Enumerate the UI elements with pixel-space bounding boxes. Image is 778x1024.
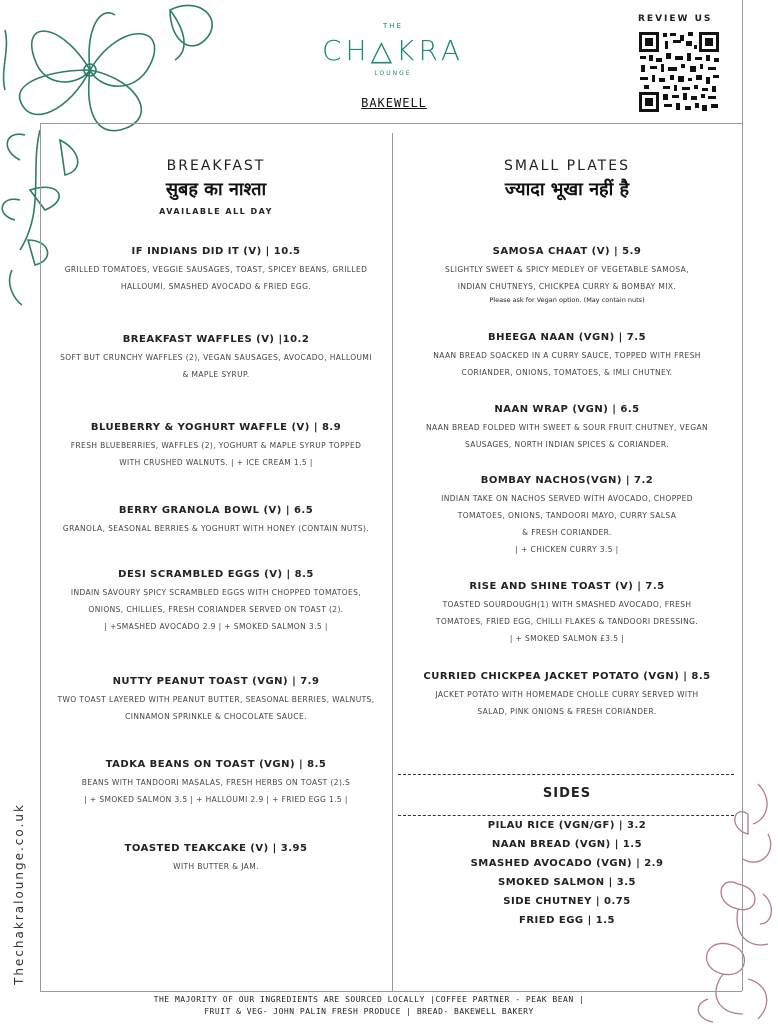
center-divider	[392, 133, 393, 991]
description-line: NAAN BREAD SOACKED IN A CURRY SAUCE, TOPPED WITH FRESH	[433, 351, 701, 360]
website-url[interactable]: Thechakralounge.co.uk	[12, 803, 26, 985]
breakfast-title: BREAKFAST	[166, 158, 266, 174]
description-line: & FRESH CORIANDER.	[522, 528, 612, 537]
small-plates-title: SMALL PLATES	[504, 158, 630, 174]
description-line: SOFT BUT CRUNCHY WAFFLES (2), VEGAN SAUSAGES, AVOCADO, HALLOUMI	[60, 353, 372, 362]
menu-item	[396, 671, 738, 720]
logo-the: THE	[383, 22, 403, 30]
location-label: BAKEWELL	[361, 96, 427, 110]
description-line: WITH BUTTER & JAM.	[173, 862, 259, 871]
description-line: WITH CRUSHED WALNUTS. | + ICE CREAM 1.5 |	[119, 458, 313, 467]
vegan-option-note: Please ask for Vegan option. (May contain nuts)	[489, 296, 645, 304]
menu-item-name: TADKA BEANS ON TOAST (VGN) | 8.5	[105, 759, 327, 770]
description-line: INDIAN CHUTNEYS, CHICKPEA CURRY & BOMBAY MIX.	[457, 282, 677, 291]
description-line: | +SMASHED AVOCADO 2.9 | + SMOKED SALMON 3.5 |	[104, 622, 328, 631]
small-plates-column	[396, 158, 738, 738]
logo-lounge: LOUNGE	[374, 70, 412, 77]
logo-wordmark: CH△KRA	[322, 34, 464, 67]
sourcing-footer	[44, 994, 694, 1018]
description-line: CORIANDER, ONIONS, TOMATOES, & IMLI CHUTNEY.	[461, 368, 673, 377]
footer-line: THE MAJORITY OF OUR INGREDIENTS ARE SOURCED LOCALLY |COFFEE PARTNER - PEAK BEAN |	[153, 995, 585, 1004]
menu-item	[396, 475, 738, 558]
description-line: | + SMOKED SALMON £3.5 |	[509, 634, 625, 643]
side-item: SIDE CHUTNEY | 0.75	[503, 896, 631, 907]
menu-item	[44, 676, 388, 725]
menu-item-description	[44, 584, 388, 635]
right-border	[742, 123, 743, 991]
menu-item-description	[396, 261, 738, 295]
menu-item-description	[44, 261, 388, 295]
header-divider	[40, 123, 742, 124]
menu-item-name: IF INDIANS DID IT (V) | 10.5	[131, 246, 301, 257]
description-line: FRESH BLUEBERRIES, WAFFLES (2), YOGHURT & MAPLE SYRUP TOPPED	[70, 441, 362, 450]
menu-item-name: BOMBAY NACHOS(VGN) | 7.2	[480, 475, 654, 486]
menu-item-name: CURRIED CHICKPEA JACKET POTATO (VGN) | 8.5	[423, 671, 711, 682]
qr-code[interactable]	[638, 31, 720, 113]
side-item: PILAU RICE (VGN/GF) | 3.2	[487, 820, 647, 831]
menu-item-name: BREAKFAST WAFFLES (V) |10.2	[122, 334, 310, 345]
description-line: GRANOLA, SEASONAL BERRIES & YOGHURT WITH HONEY (CONTAIN NUTS).	[62, 524, 370, 533]
menu-item-name: TOASTED TEAKCAKE (V) | 3.95	[124, 843, 308, 854]
menu-item-description	[44, 437, 388, 471]
menu-item-name: DESI SCRAMBLED EGGS (V) | 8.5	[118, 569, 314, 580]
menu-item-description	[396, 347, 738, 381]
menu-item-name: NUTTY PEANUT TOAST (VGN) | 7.9	[112, 676, 320, 687]
description-line: INDAIN SAVOURY SPICY SCRAMBLED EGGS WITH CHOPPED TOMATOES,	[70, 588, 362, 597]
menu-item	[44, 569, 388, 635]
menu-item-description	[44, 349, 388, 383]
description-line: | + SMOKED SALMON 3.5 | + HALLOUMI 2.9 | + FRIED EGG 1.5 |	[84, 795, 348, 804]
menu-item-description	[44, 520, 388, 537]
menu-item	[44, 246, 388, 295]
description-line: TWO TOAST LAYERED WITH PEANUT BUTTER, SEASONAL BERRIES, WALNUTS,	[57, 695, 375, 704]
side-item: SMOKED SALMON | 3.5	[498, 877, 636, 888]
header-right-border	[742, 0, 743, 124]
menu-item	[44, 759, 388, 808]
footer-line: FRUIT & VEG- JOHN PALIN FRESH PRODUCE | BREAD- BAKEWELL BAKERY	[204, 1007, 534, 1016]
description-line: SAUSAGES, NORTH INDIAN SPICES & CORIANDER.	[464, 440, 669, 449]
description-line: HALLOUMI, SMASHED AVOCADO & FRIED EGG.	[120, 282, 312, 291]
description-line: JACKET POTATO WITH HOMEMADE CHOLLE CURRY SERVED WITH	[435, 690, 699, 699]
side-item: NAAN BREAD (VGN) | 1.5	[491, 839, 643, 850]
menu-item	[396, 332, 738, 381]
description-line: & MAPLE SYRUP.	[182, 370, 250, 379]
menu-item-name: BLUEBERRY & YOGHURT WAFFLE (V) | 8.9	[90, 422, 342, 433]
breakfast-column	[44, 158, 388, 871]
description-line: CINNAMON SPRINKLE & CHOCOLATE SAUCE.	[125, 712, 307, 721]
side-item: FRIED EGG | 1.5	[519, 915, 615, 926]
menu-item	[44, 843, 388, 875]
menu-item	[44, 422, 388, 471]
review-us-label: REVIEW US	[638, 14, 713, 24]
menu-item-description	[44, 858, 388, 875]
sides-list	[396, 816, 738, 930]
description-line: GRILLED TOMATOES, VEGGIE SAUSAGES, TOAST, SPICEY BEANS, GRILLED	[64, 265, 368, 274]
availability-note: AVAILABLE ALL DAY	[159, 207, 273, 216]
description-line: NAAN BREAD FOLDED WITH SWEET & SOUR FRUIT CHUTNEY, VEGAN	[425, 423, 709, 432]
menu-item-name: BERRY GRANOLA BOWL (V) | 6.5	[118, 505, 314, 516]
menu-item-name: NAAN WRAP (VGN) | 6.5	[494, 404, 640, 415]
description-line: TOMATOES, ONIONS, TANDOORI MAYO, CURRY SALSA	[457, 511, 677, 520]
menu-item-description	[396, 686, 738, 720]
menu-item-description	[44, 691, 388, 725]
description-line: BEANS WITH TANDOORI MASALAS, FRESH HERBS ON TOAST (2).S	[81, 778, 351, 787]
menu-item-name: RISE AND SHINE TOAST (V) | 7.5	[469, 581, 665, 592]
brand-logo	[318, 18, 468, 90]
menu-item-name: BHEEGA NAAN (VGN) | 7.5	[487, 332, 647, 343]
menu-item	[396, 581, 738, 647]
menu-item-description	[396, 596, 738, 647]
description-line: INDIAN TAKE ON NACHOS SERVED WITH AVOCADO, CHOPPED	[441, 494, 693, 503]
description-line: ONIONS, CHILLIES, FRESH CORIANDER SERVED ON TOAST (2).	[88, 605, 344, 614]
sides-title: SIDES	[542, 786, 592, 801]
menu-item	[44, 505, 388, 537]
footer-divider	[40, 991, 742, 992]
sides-top-divider	[398, 774, 734, 775]
menu-item-description	[44, 774, 388, 808]
menu-item-description	[396, 419, 738, 453]
menu-item-name: SAMOSA CHAAT (V) | 5.9	[492, 246, 642, 257]
side-item: SMASHED AVOCADO (VGN) | 2.9	[470, 858, 664, 869]
left-border	[40, 123, 41, 991]
menu-item-description	[396, 490, 738, 558]
description-line: TOASTED SOURDOUGH(1) WITH SMASHED AVOCADO, FRESH	[442, 600, 692, 609]
menu-item	[44, 334, 388, 383]
small-plates-title-hindi: ज्यादा भूखा नहीं है	[504, 179, 630, 200]
menu-item	[396, 246, 738, 305]
breakfast-title-hindi: सुबह का नाश्ता	[165, 179, 267, 200]
description-line: SLIGHTLY SWEET & SPICY MEDLEY OF VEGETABLE SAMOSA,	[444, 265, 690, 274]
description-line: SALAD, PINK ONIONS & FRESH CORIANDER.	[477, 707, 657, 716]
menu-item	[396, 404, 738, 453]
description-line: TOMATOES, FRIED EGG, CHILLI FLAKES & TANDOORI DRESSING.	[435, 617, 699, 626]
description-line: | + CHICKEN CURRY 3.5 |	[515, 545, 619, 554]
